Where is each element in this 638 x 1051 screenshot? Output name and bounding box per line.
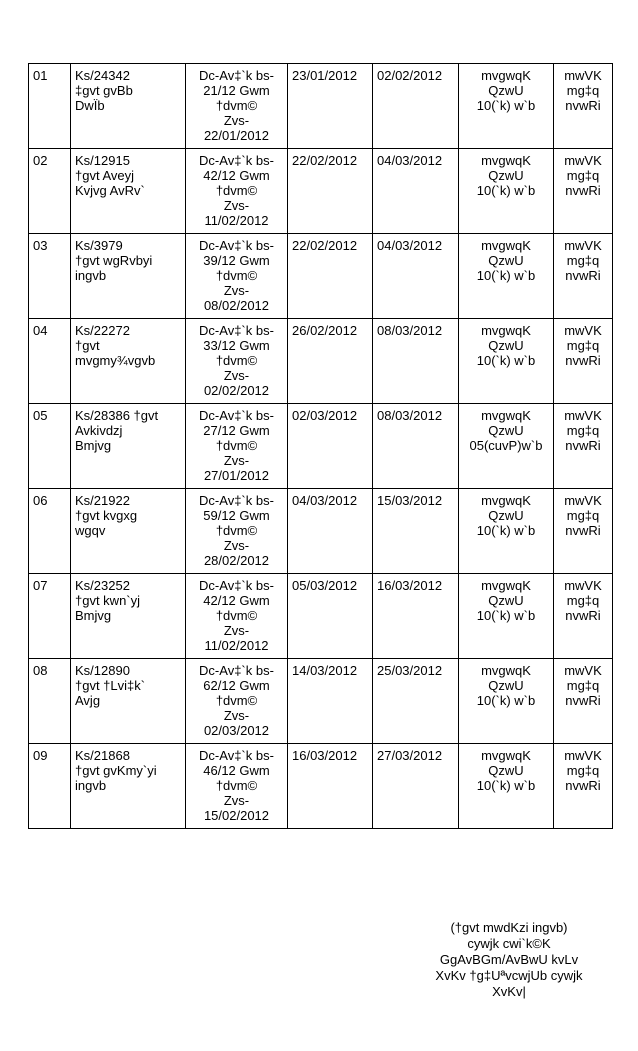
signature-branch: GgAvBGm/AvBwU kvLv: [439, 952, 579, 967]
case-name-cell: Ks/21922 †gvt kvgxg wgqv: [71, 489, 186, 574]
table-row: [29, 489, 613, 574]
order-reference-cell: Dc-Av‡`k bs- 62/12 Gwm †dvm© Zvs- 02/03/2012: [186, 659, 288, 744]
signature-name: (†gvt mwdKzi ingvb): [450, 920, 568, 935]
case-name-cell: Ks/3979 †gvt wgRvbyi ingvb: [71, 234, 186, 319]
remark-cell: mwVK mg‡q nvwRi: [554, 234, 613, 319]
case-name-cell: Ks/12915 †gvt Aveyj Kvjvg AvRv`: [71, 149, 186, 234]
leave-type-cell: mvgwqK QzwU 10(`k) w`b: [459, 659, 554, 744]
case-name-cell: Ks/23252 †gvt kwn`yj Bmjvg: [71, 574, 186, 659]
table-row: [29, 149, 613, 234]
case-name-cell: Ks/28386 †gvt Avkivdzj Bmjvg: [71, 404, 186, 489]
order-reference-cell: Dc-Av‡`k bs- 46/12 Gwm †dvm© Zvs- 15/02/2012: [186, 744, 288, 829]
start-date-cell: 05/03/2012: [288, 574, 373, 659]
remark-cell: mwVK mg‡q nvwRi: [554, 659, 613, 744]
records-body: [29, 64, 613, 829]
end-date-cell: 04/03/2012: [373, 149, 459, 234]
signature-city: XvKv|: [492, 984, 526, 999]
leave-type-cell: mvgwqK QzwU 10(`k) w`b: [459, 744, 554, 829]
leave-type-cell: mvgwqK QzwU 05(cuvP)w`b: [459, 404, 554, 489]
start-date-cell: 14/03/2012: [288, 659, 373, 744]
order-reference-cell: Dc-Av‡`k bs- 39/12 Gwm †dvm© Zvs- 08/02/2012: [186, 234, 288, 319]
order-reference-cell: Dc-Av‡`k bs- 59/12 Gwm †dvm© Zvs- 28/02/2012: [186, 489, 288, 574]
leave-type-cell: mvgwqK QzwU 10(`k) w`b: [459, 64, 554, 149]
end-date-cell: 16/03/2012: [373, 574, 459, 659]
serial-number-cell: 01: [29, 64, 71, 149]
signature-designation: cywjk cwi`k©K: [467, 936, 551, 951]
table-row: [29, 319, 613, 404]
end-date-cell: 08/03/2012: [373, 404, 459, 489]
table-row: [29, 234, 613, 319]
table-row: [29, 744, 613, 829]
case-name-cell: Ks/12890 †gvt †Lvi‡k` Avjg: [71, 659, 186, 744]
start-date-cell: 26/02/2012: [288, 319, 373, 404]
end-date-cell: 15/03/2012: [373, 489, 459, 574]
start-date-cell: 04/03/2012: [288, 489, 373, 574]
remark-cell: mwVK mg‡q nvwRi: [554, 319, 613, 404]
end-date-cell: 08/03/2012: [373, 319, 459, 404]
end-date-cell: 04/03/2012: [373, 234, 459, 319]
start-date-cell: 02/03/2012: [288, 404, 373, 489]
remark-cell: mwVK mg‡q nvwRi: [554, 149, 613, 234]
order-reference-cell: Dc-Av‡`k bs- 21/12 Gwm †dvm© Zvs- 22/01/2012: [186, 64, 288, 149]
table-row: [29, 574, 613, 659]
remark-cell: mwVK mg‡q nvwRi: [554, 64, 613, 149]
order-reference-cell: Dc-Av‡`k bs- 33/12 Gwm †dvm© Zvs- 02/02/2012: [186, 319, 288, 404]
order-reference-cell: Dc-Av‡`k bs- 42/12 Gwm †dvm© Zvs- 11/02/2012: [186, 574, 288, 659]
serial-number-cell: 09: [29, 744, 71, 829]
remark-cell: mwVK mg‡q nvwRi: [554, 744, 613, 829]
serial-number-cell: 04: [29, 319, 71, 404]
signature-block: [418, 920, 600, 1000]
order-reference-cell: Dc-Av‡`k bs- 42/12 Gwm †dvm© Zvs- 11/02/2012: [186, 149, 288, 234]
end-date-cell: 25/03/2012: [373, 659, 459, 744]
leave-type-cell: mvgwqK QzwU 10(`k) w`b: [459, 489, 554, 574]
start-date-cell: 16/03/2012: [288, 744, 373, 829]
remark-cell: mwVK mg‡q nvwRi: [554, 404, 613, 489]
serial-number-cell: 07: [29, 574, 71, 659]
table-row: [29, 659, 613, 744]
remark-cell: mwVK mg‡q nvwRi: [554, 489, 613, 574]
end-date-cell: 27/03/2012: [373, 744, 459, 829]
leave-type-cell: mvgwqK QzwU 10(`k) w`b: [459, 234, 554, 319]
serial-number-cell: 06: [29, 489, 71, 574]
case-name-cell: Ks/24342 ‡gvt gvBb DwÏb: [71, 64, 186, 149]
table-row: [29, 64, 613, 149]
leave-type-cell: mvgwqK QzwU 10(`k) w`b: [459, 574, 554, 659]
serial-number-cell: 08: [29, 659, 71, 744]
case-name-cell: Ks/22272 †gvt mvgmy¾vgvb: [71, 319, 186, 404]
start-date-cell: 22/02/2012: [288, 149, 373, 234]
end-date-cell: 02/02/2012: [373, 64, 459, 149]
remark-cell: mwVK mg‡q nvwRi: [554, 574, 613, 659]
records-table: [28, 63, 613, 829]
serial-number-cell: 02: [29, 149, 71, 234]
serial-number-cell: 05: [29, 404, 71, 489]
serial-number-cell: 03: [29, 234, 71, 319]
order-reference-cell: Dc-Av‡`k bs- 27/12 Gwm †dvm© Zvs- 27/01/2012: [186, 404, 288, 489]
leave-type-cell: mvgwqK QzwU 10(`k) w`b: [459, 319, 554, 404]
start-date-cell: 23/01/2012: [288, 64, 373, 149]
table-row: [29, 404, 613, 489]
leave-type-cell: mvgwqK QzwU 10(`k) w`b: [459, 149, 554, 234]
start-date-cell: 22/02/2012: [288, 234, 373, 319]
signature-office: XvKv †g‡UªvcwjUb cywjk: [435, 968, 583, 983]
case-name-cell: Ks/21868 †gvt gvKmy`yi ingvb: [71, 744, 186, 829]
